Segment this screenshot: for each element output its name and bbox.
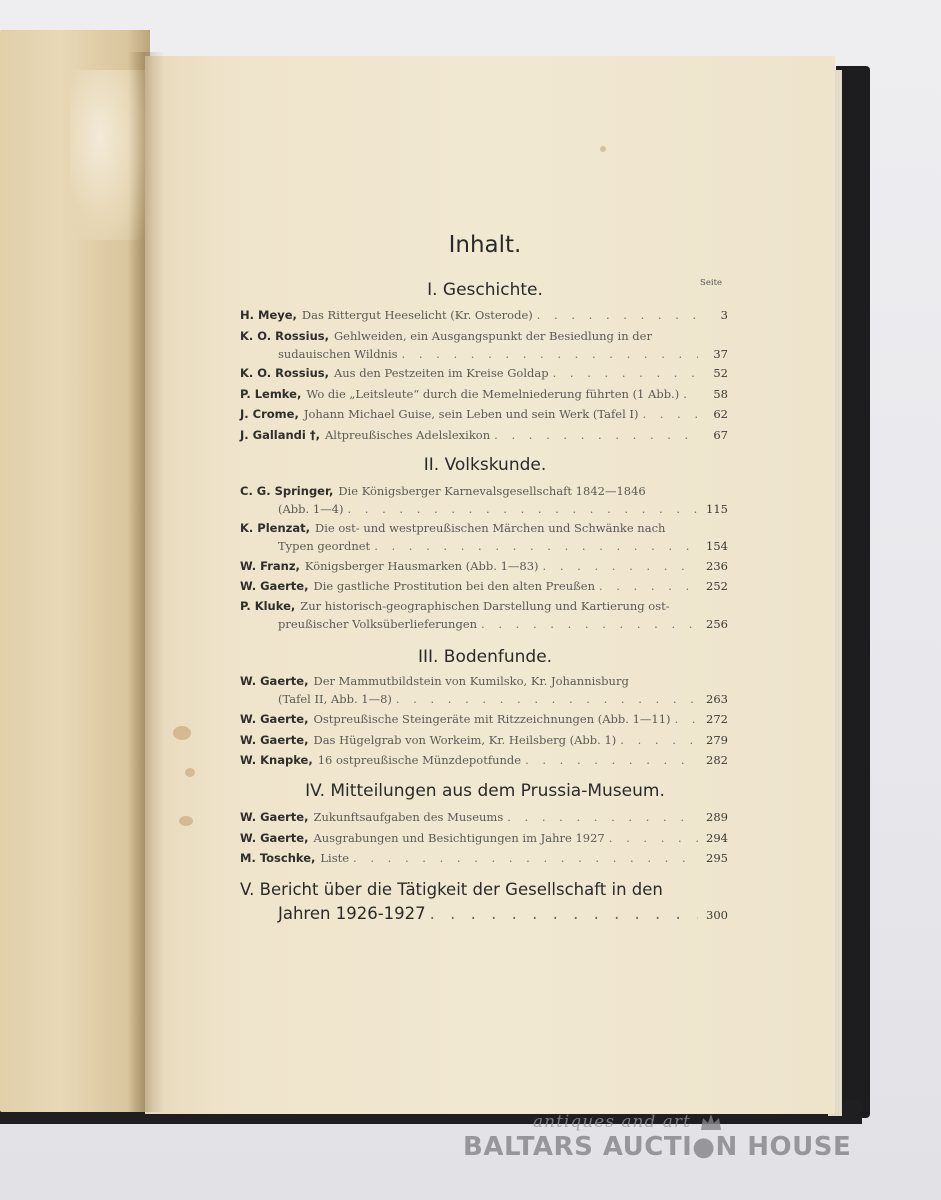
entry-page: 289 [706,810,728,824]
entry-page: 294 [706,831,728,845]
dot-leader [481,615,698,633]
entry-author: J. Crome, [240,407,299,421]
toc-entry [240,751,728,769]
toc-entry [240,519,728,555]
entry-title: Königsberger Hausmarken (Abb. 1—83) [304,559,539,573]
entry-author: J. Gallandi †, [240,428,320,442]
entry-author: H. Meye, [240,308,297,322]
entry-title: sudauischen Wildnis [278,347,398,361]
entry-title: Ostpreußische Steingeräte mit Ritzzeichnungen (Abb. 1—11) [313,712,671,726]
entry-page: 52 [713,366,728,380]
entry-author: W. Gaerte, [240,579,309,593]
entry-title: (Abb. 1—4) [278,502,344,516]
entry-page: 62 [713,407,728,421]
entry-title: Altpreußisches Adelslexikon [324,428,491,442]
section-heading: II. Volkskunde. [423,455,547,475]
entry-title: Das Rittergut Heeselicht (Kr. Osterode) [301,308,533,322]
entry-title: Der Mammutbildstein von Kumilsko, Kr. Johannisburg [313,674,629,688]
watermark-tagline: antiques and art [533,1112,691,1132]
watermark-brand: BALTARS AUCTI●N HOUSE [463,1132,852,1162]
dot-leader [347,500,698,518]
toc-entry [240,385,728,403]
entry-title: (Tafel II, Abb. 1—8) [278,692,392,706]
toc-entry [240,557,728,575]
entry-title: Zur historisch-geographischen Darstellung und Kartierung ost- [300,599,670,613]
page-title: Inhalt. [448,232,522,258]
entry-title: Wo die „Leitsleute“ durch die Memelniederung führten (1 Abb.) [306,387,680,401]
dot-leader [599,577,698,595]
entry-page: 58 [713,387,728,401]
toc-entry [240,405,728,423]
entry-title: Zukunftsaufgaben des Museums [313,810,504,824]
entry-title: preußischer Volksüberlieferungen [278,617,478,631]
entry-title: Ausgrabungen und Besichtigungen im Jahre 1927 [313,831,605,845]
entry-page: 252 [706,579,728,593]
entry-author: W. Gaerte, [240,674,309,688]
toc-entry [240,672,728,708]
entry-page: 300 [706,908,728,922]
entry-author: W. Gaerte, [240,733,309,747]
toc-entry [240,482,728,518]
dot-leader [609,829,698,847]
entry-title: Liste [320,851,350,865]
entry-page: 67 [713,428,728,442]
toc-entry [240,808,728,826]
entry-title: Die gastliche Prostitution bei den alten Preußen [313,579,595,593]
entry-title: Johann Michael Guise, sein Leben und sein Werk (Tafel I) [303,407,639,421]
final-section [240,878,728,927]
toc-entry [240,364,728,382]
dot-leader [553,364,698,382]
toc-entry [240,577,728,595]
entry-author: W. Franz, [240,559,300,573]
toc-entry [240,849,728,867]
page-column-label: Seite [700,278,723,288]
dot-leader [430,902,698,926]
entry-page: 37 [713,347,728,361]
entry-author: W. Gaerte, [240,810,309,824]
dot-leader [683,385,698,403]
entry-page: 263 [706,692,728,706]
entry-author: W. Gaerte, [240,831,309,845]
entry-title: Die ost- und westpreußischen Märchen und Schwänke nach [314,521,666,535]
entry-page: 3 [720,308,728,322]
toc-entry [240,306,728,324]
entry-page: 154 [706,539,728,553]
section-heading: I. Geschichte. [427,280,543,300]
toc-entry [240,829,728,847]
entry-page: 282 [706,753,728,767]
entry-author: W. Knapke, [240,753,313,767]
toc-entry [240,731,728,749]
dot-leader [353,849,698,867]
entry-author: C. G. Springer, [240,484,334,498]
entry-title: Aus den Pestzeiten im Kreise Goldap [333,366,549,380]
entry-page: 272 [706,712,728,726]
entry-author: K. O. Rossius, [240,366,329,380]
entry-page: 115 [706,502,728,516]
entry-page: 279 [706,733,728,747]
entry-page: 256 [706,617,728,631]
toc-entry [240,710,728,728]
entry-title: 16 ostpreußische Münzdepotfunde [317,753,522,767]
toc-entry [240,597,728,633]
section-heading: III. Bodenfunde. [417,647,553,667]
dot-leader [494,426,698,444]
dot-leader [543,557,698,575]
entry-author: W. Gaerte, [240,712,309,726]
entry-author: P. Lemke, [240,387,302,401]
dot-leader [642,405,698,423]
crown-icon [699,1112,723,1132]
entry-author: P. Kluke, [240,599,296,613]
toc-entry [240,327,728,363]
dot-leader [507,808,698,826]
dot-leader [402,345,698,363]
watermark [463,1112,883,1172]
final-section-heading: Jahren 1926-1927 [278,904,426,923]
dot-leader [620,731,698,749]
entry-title: Typen geordnet [278,539,371,553]
entry-author: M. Toschke, [240,851,316,865]
entry-page: 295 [706,851,728,865]
entry-author: K. Plenzat, [240,521,310,535]
dot-leader [675,710,698,728]
dot-leader [525,751,698,769]
entry-title: Das Hügelgrab von Workeim, Kr. Heilsberg (Abb. 1) [313,733,617,747]
section-heading: IV. Mitteilungen aus dem Prussia-Museum. [305,781,665,801]
entry-title: Die Königsberger Karnevalsgesellschaft 1842—1846 [338,484,646,498]
dot-leader [374,537,698,555]
dot-leader [537,306,698,324]
final-section-heading: V. Bericht über die Tätigkeit der Gesellschaft in den [240,880,663,899]
entry-page: 236 [706,559,728,573]
entry-author: K. O. Rossius, [240,329,329,343]
entry-title: Gehlweiden, ein Ausgangspunkt der Besiedlung in der [333,329,652,343]
dot-leader [396,690,698,708]
toc-entry [240,426,728,444]
